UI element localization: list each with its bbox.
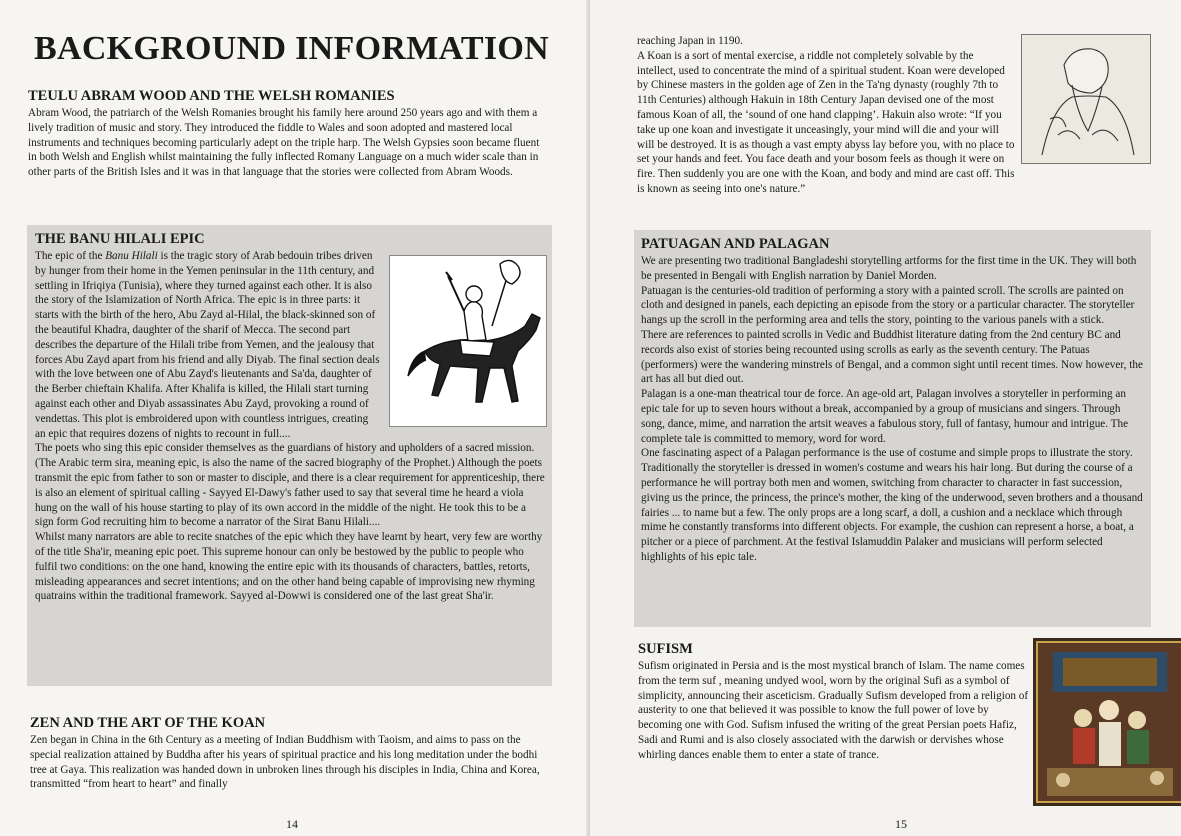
page-number-right: 15 [895, 817, 907, 831]
zen-section [30, 715, 554, 792]
palagan-paragraph: One fascinating aspect of a Palagan performance is the use of costume and simple props to illustrate the story. Traditionally the storyteller is dressed in women's costume and wears his hair long. But during the course of a performance he will portray both men and women, switching from character to character in fast succession, giving us the prince, the princess, the prince's mother, the king of the underwood, seven brothers and a thousand fairies ... to name but a few. The only props are a long scarf, a doll, a cushion and a necklace which through mime he constantly transforms into different objects. For example, the cushion can represent a horse, a boat, a pitcher or a piece of parchment. At the festival Islamuddin Palaker and musicians will perform selected highlights of his epic tale. [641, 447, 1143, 563]
banu-italic-term: Banu Hilali [105, 250, 158, 262]
rider-body [464, 302, 486, 341]
palagan-paragraph: Palagan is a one-man theatrical tour de force. An age-old art, Palagan involves a storyteller in performing an epic tale for up to seven hours without a break, accompanied by a group of musicians and singers. Through song, dance, mime, and narration the artsit weaves a fabulous story, full of fantasy, humour and intrigue. The complete tale is committed to memory, word for word. [641, 388, 1129, 445]
sufism-box [634, 637, 1029, 797]
teulu-body: Abram Wood, the patriarch of the Welsh Romanies brought his family here around 250 years ago and with them a lively tradition of music and story. They introduced the fiddle to Wales and soon adopted and mastered local instruments and techniques becoming particularly adept on the triple harp. The Welsh Gypsies soon became fluent in both Welsh and English whilst maintaining the fully inflected Romany Language on a much wider scale than in other parts of the British Isles and it was in that language that the stories were collected from Abram Woods. [28, 107, 540, 179]
patuagan-heading: PATUAGAN AND PALAGAN [641, 236, 830, 252]
teulu-heading: TEULU ABRAM WOOD AND THE WELSH ROMANIES [28, 88, 395, 104]
zen-master-portrait [1021, 34, 1151, 164]
patuagan-paragraph: There are references to painted scrolls in Vedic and Buddhist literature dating from the 2nd century BC and records also exist of stories being recounted using scrolls as early as the seventh century. The Patuas (performers) were the wandering minstrels of Bengal, and a common sight until recent times. Now however, the art has all but died out. [641, 328, 1143, 386]
rider-sword [446, 272, 464, 311]
banu-intro-rest: is the tragic story of Arab bedouin tribes driven by hunger from their home in the Yemen peninsular in the 11th century, and settling in Ifriqiya (Tunisia), where they turned against each other. It is also the story of the Islamization of North Africa. The epic is in three parts: it starts with the birth of the hero, Abu Zayd al-Hilal, the black-skinned son of the beautiful Khadra, daughter of the sharif of Mecca. The second part describes the departure of the Hilali tribe from Yemen, and the jealousy that forces Abu Zayd apart from his friend and ally Diyab. The final section deals with the love between one of Abu Zayd's lieutenants and Sa'da, daughter of the Berber chieftain Khalifa. After Khalifa is killed, the Hilali start turning against each other and Diyab assassinates Abu Zayd, provoking a round of vendettas. This plot is embroidered upon with countless intrigues, creating an epic that requires dozens of nights to recount in full.... [35, 250, 380, 440]
portrait-robe [1042, 96, 1134, 155]
horseman-illustration [389, 255, 547, 427]
banu-hilali-box [27, 225, 552, 686]
koan-continuation [637, 34, 1151, 197]
right-page [590, 0, 1181, 836]
banu-heading: THE BANU HILALI EPIC [35, 231, 205, 247]
portrait-head [1064, 49, 1108, 93]
sufism-body: Sufism originated in Persia and is the most mystical branch of Islam. The name comes from the term suf , meaning undyed wool, worn by the original Sufi as a symbol of simplicity, announcing their asceticism. Gradually Sufism developed from a religion of austerity to one that believed it was possible to know the full power of love by becoming one with God. Sufism infused the writing of the great Persian poets Hafiz, Sadi and Rumi and is also closely associated with the darwish or dervishes whose whirling dances enable them to enter a state of trance. [638, 660, 1029, 761]
banu-body [35, 249, 547, 604]
banu-paragraph-3: Whilst many narrators are able to recite snatches of the epic which they have learnt by heart, very few are worthy of the title Sha'ir, meaning epic poet. This supreme honour can only be bestowed by the public to people who fulfil two conditions: on the one hand, knowing the entire epic with its thousands of characters, battles, retorts, misleading appearances and secret intentions; and on the other hand being capable of improvising new rhyming quatrains within the traditional framework. Sayyed al-Dowwi is considered one of the last great Sha'ir. [35, 531, 543, 603]
teulu-section [28, 88, 544, 180]
banu-intro-start: The epic of the [35, 250, 106, 262]
rider-head [466, 286, 482, 302]
horseman-figure [408, 260, 540, 402]
zen-heading: ZEN AND THE ART OF THE KOAN [30, 715, 266, 731]
koan-body: reaching Japan in 1190. A Koan is a sort of mental exercise, a riddle not completely solvable by the intellect, used to concentrate the mind of a spiritual student. Koan were developed by Chinese masters in the golden age of Zen in the Ta'ng dynasty (roughly 7th to 11th Centuries) although Hakuin in 18th Century Japan devised one of the most famous Koan of all, the ‘sound of one hand clapping’. Hakuin also wrote: “If you take up one koan and investigate it unceasingly, your mind will die and your will will be destroyed. It is as though a vast empty abyss lay before you, with no place to set your hands and feet. You face death and your bosom feels as though it were on fire. Then suddenly you are one with the Koan, and body and mind are cast off. This is known as seeing into one's nature.” [637, 35, 1015, 195]
zen-body: Zen began in China in the 6th Century as a meeting of Indian Buddhism with Taoism, and aims to pass on the special realization attained by Buddha after his years of spiritual practice and his long meditation under the bodhi tree at Gaya. This realization was handed down in unbroken lines through his disciples in India, China and Korea, transmitted “from heart to heart” and finally [30, 734, 540, 791]
patuagan-paragraph: We are presenting two traditional Bangladeshi storytelling artforms for the first time in the UK. They will both be presented in Bengali with English narration by Daniel Morden. [641, 255, 1137, 282]
standard-plume [500, 260, 520, 284]
saddle-cloth [460, 340, 494, 356]
left-page [0, 0, 590, 836]
persian-miniature-painting [1033, 638, 1181, 806]
banu-paragraph-2: The poets who sing this epic consider themselves as the guardians of history and upholders of a sacred mission. (The Arabic term sira, meaning epic, is also the name of the sacred biography of the Prophet.) Although the poets transmit the epic from father to son or master to disciple, and there is a clear requirement for apprenticeship, there is also an element of spiritual calling - Sayyed El-Dawy's father used to say that several time he heard a viola hung on the wall of his house starting to play of its own accord in the middle of the night. He took this to be a sign form God recruiting him to become a narrator of the Sirat Banu Hilali.... [35, 442, 545, 529]
patuagan-body [641, 254, 1146, 565]
rider-standard [492, 274, 508, 326]
sufism-heading: SUFISM [638, 641, 693, 657]
page-number-left: 14 [286, 817, 298, 831]
horse-tail [408, 351, 426, 376]
page-title: BACKGROUND INFORMATION [34, 30, 550, 67]
patuagan-box [634, 230, 1151, 627]
portrait-folds [1050, 117, 1118, 141]
patuagan-paragraph: Patuagan is the centuries-old tradition of performing a story with a painted scroll. The scrolls are painted on cloth and designed in panels, each depicting an episode from the story or a particular character. The storyteller hangs up the scroll in the performing area and tells the story, pointing to the various panels with a stick. [641, 284, 1135, 327]
